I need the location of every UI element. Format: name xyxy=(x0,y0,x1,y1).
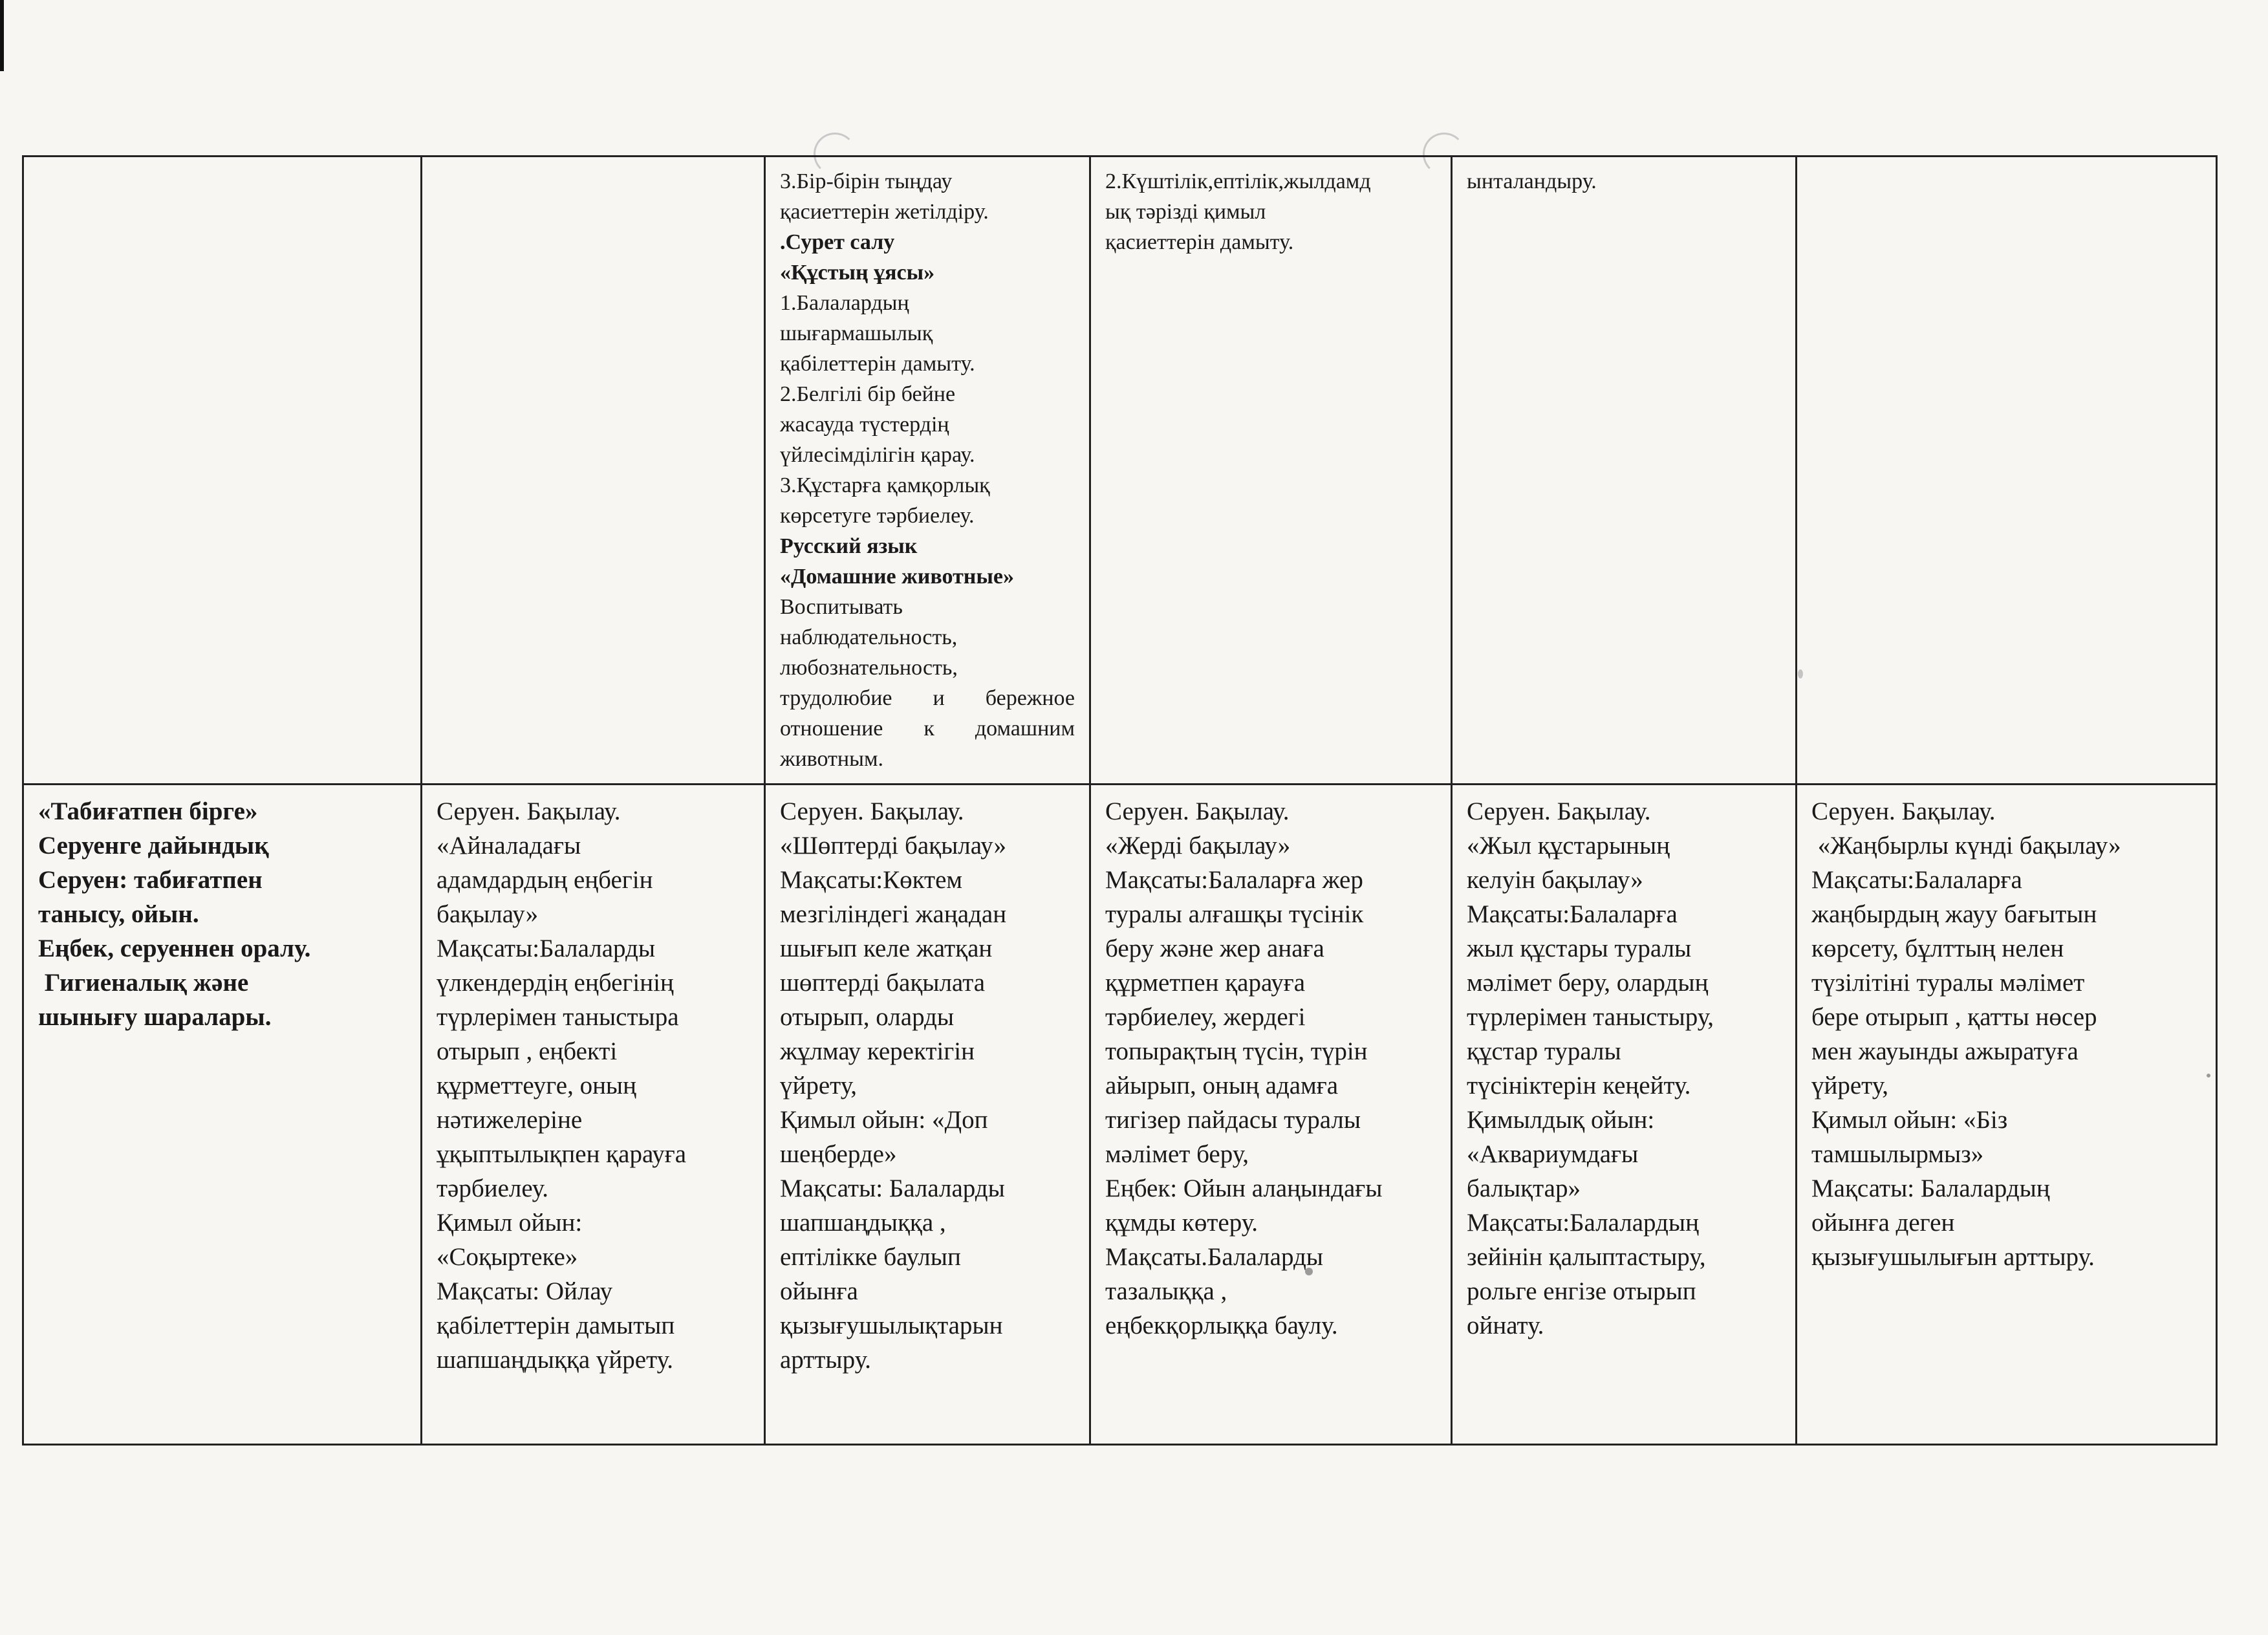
text-line: «Жыл құстарының xyxy=(1467,832,1670,860)
text-line: тамшылырмыз» xyxy=(1811,1140,1984,1168)
section-title-line: шынығу шаралары. xyxy=(38,1003,272,1031)
text-line: арттыру. xyxy=(780,1346,871,1374)
text-line: көрсету, бұлттың нелен xyxy=(1811,935,2064,962)
text-line: «Соқыртеке» xyxy=(437,1243,578,1271)
text-line: келуін бақылау» xyxy=(1467,866,1643,894)
cell-walk-monday xyxy=(422,785,765,1445)
cell-lessons-friday xyxy=(1452,157,1797,785)
text-line: қызығушылықтарын xyxy=(780,1312,1003,1339)
text-line: құмды көтеру. xyxy=(1105,1209,1258,1237)
text-line: зейінін қалыптастыру, xyxy=(1467,1243,1706,1271)
text-line: ық тәрізді қимыл xyxy=(1105,200,1266,224)
text-line: жыл құстары туралы xyxy=(1467,935,1692,962)
text-line: ынталандыру. xyxy=(1467,169,1597,193)
text-line: ойынға деген xyxy=(1811,1209,1955,1237)
text-line: балықтар» xyxy=(1467,1175,1581,1202)
text-line: шығармашылық xyxy=(780,321,933,345)
lesson-title: Русский язык xyxy=(780,534,918,558)
table-row-walk xyxy=(23,785,2217,1445)
table-row-lessons xyxy=(23,157,2217,785)
text-line: Қимылдық ойын: xyxy=(1467,1106,1655,1134)
text-line: ойнату. xyxy=(1467,1312,1544,1339)
text-line: Мақсаты: Балаларды xyxy=(780,1175,1005,1202)
text-line: «Айналадағы xyxy=(437,832,581,860)
text-line: Серуен. Бақылау. xyxy=(1467,797,1651,825)
lesson-topic: «Домашние животные» xyxy=(780,565,1014,589)
text-line: көрсетуге тәрбиелеу. xyxy=(780,504,975,528)
text-line: шапшаңдыққа үйрету. xyxy=(437,1346,673,1374)
text-line: тазалыққа , xyxy=(1105,1277,1227,1305)
text-line: түзілітіні туралы мәлімет xyxy=(1811,969,2085,997)
text-line: отырып, оларды xyxy=(780,1003,955,1031)
cell-section-title xyxy=(23,785,422,1445)
text-line: түрлерімен таныстыра xyxy=(437,1003,679,1031)
text-line: рольге енгізе отырып xyxy=(1467,1277,1696,1305)
text-line: құрметпен қарауға xyxy=(1105,969,1306,997)
cell-lessons-wednesday xyxy=(765,157,1090,785)
text-line: Мақсаты: Балалардың xyxy=(1811,1175,2050,1202)
text-line: 1.Балалардың xyxy=(780,291,909,315)
text-line: отношение к домашним xyxy=(780,717,1075,741)
cell-empty xyxy=(422,157,765,785)
text-line: любознательность, xyxy=(780,656,958,680)
cell-lessons-thursday xyxy=(1090,157,1452,785)
text-line: қасиеттерін жетілдіру. xyxy=(780,200,989,224)
text-line: қызығушылығын арттыру. xyxy=(1811,1243,2095,1271)
section-title-line: «Табиғатпен бірге» xyxy=(38,797,258,825)
text-line: мен жауынды ажыратуға xyxy=(1811,1037,2079,1065)
section-title-line: Серуен: табиғатпен xyxy=(38,866,263,894)
text-line: ұқыптылықпен қарауға xyxy=(437,1140,687,1168)
text-line: ептілікке баулып xyxy=(780,1243,961,1271)
text-line: бере отырып , қатты нөсер xyxy=(1811,1003,2097,1031)
text-line: Серуен. Бақылау. xyxy=(780,797,964,825)
text-line: еңбекқорлыққа баулу. xyxy=(1105,1312,1338,1339)
cell-walk-friday xyxy=(1452,785,1797,1445)
text-line: жаңбырдың жауу бағытын xyxy=(1811,900,2097,928)
text-line: «Шөптерді бақылау» xyxy=(780,832,1007,860)
text-line: Қимыл ойын: xyxy=(437,1209,583,1237)
text-line: Мақсаты:Балаларды xyxy=(437,935,656,962)
text-line: үйрету, xyxy=(780,1072,858,1099)
text-line: жұлмау керектігін xyxy=(780,1037,975,1065)
text-line: беру және жер анаға xyxy=(1105,935,1324,962)
text-line: ойынға xyxy=(780,1277,858,1305)
text-line: қабілеттерін дамыту. xyxy=(780,352,975,376)
text-line: қабілеттерін дамытып xyxy=(437,1312,675,1339)
text-line: бақылау» xyxy=(437,900,539,928)
text-line: «Аквариумдағы xyxy=(1467,1140,1639,1168)
text-line: мәлімет беру, олардың xyxy=(1467,969,1709,997)
section-title-line: Еңбек, серуеннен оралу. xyxy=(38,935,311,962)
scan-edge-mark xyxy=(0,0,4,71)
text-line: қасиеттерін дамыту. xyxy=(1105,230,1294,254)
text-line: 2.Белгілі бір бейне xyxy=(780,382,956,406)
lesson-title: .Сурет салу xyxy=(780,230,895,254)
text-line: Мақсаты:Балаларға xyxy=(1811,866,2022,894)
text-line: Мақсаты.Балаларды xyxy=(1105,1243,1323,1271)
weekly-plan-table xyxy=(22,155,2218,1446)
text-line: мәлімет беру, xyxy=(1105,1140,1249,1168)
cell-walk-extra xyxy=(1797,785,2217,1445)
cell-empty xyxy=(23,157,422,785)
cell-walk-wednesday xyxy=(765,785,1090,1445)
text-line: мезгіліндегі жаңадан xyxy=(780,900,1007,928)
text-line: тәрбиелеу. xyxy=(437,1175,549,1202)
section-title-line: Серуенге дайындық xyxy=(38,832,269,860)
text-line: Мақсаты:Көктем xyxy=(780,866,963,894)
text-line: құстар туралы xyxy=(1467,1037,1621,1065)
text-line: Воспитывать xyxy=(780,595,903,619)
text-line: Қимыл ойын: «Біз xyxy=(1811,1106,2008,1134)
text-line: шөптерді бақылата xyxy=(780,969,986,997)
text-line: Серуен. Бақылау. xyxy=(1105,797,1290,825)
text-line: жасауда түстердің xyxy=(780,413,949,437)
text-line: айырып, оның адамға xyxy=(1105,1072,1339,1099)
text-line: трудолюбие и бережное xyxy=(780,686,1075,710)
text-line: түрлерімен таныстыру, xyxy=(1467,1003,1714,1031)
text-line: Мақсаты: Ойлау xyxy=(437,1277,613,1305)
text-line: 3.Бір-бірін тыңдау xyxy=(780,169,953,193)
section-title-line: Гигиеналық және xyxy=(38,969,249,997)
cell-walk-thursday xyxy=(1090,785,1452,1445)
text-line: Мақсаты:Балалардың xyxy=(1467,1209,1699,1237)
text-line: үйлесімділігін қарау. xyxy=(780,443,975,467)
text-line: тигізер пайдасы туралы xyxy=(1105,1106,1361,1134)
lesson-topic: «Құстың ұясы» xyxy=(780,261,935,285)
text-line: түсініктерін кеңейту. xyxy=(1467,1072,1691,1099)
text-line: «Жаңбырлы күнді бақылау» xyxy=(1811,832,2121,860)
text-line: 3.Құстарға қамқорлық xyxy=(780,473,990,497)
text-line: «Жерді бақылау» xyxy=(1105,832,1291,860)
text-line: животным. xyxy=(780,747,883,771)
text-line: адамдардың еңбегін xyxy=(437,866,653,894)
section-title-line: танысу, ойын. xyxy=(38,900,199,928)
text-line: құрметтеуге, оның xyxy=(437,1072,637,1099)
text-line: Қимыл ойын: «Доп xyxy=(780,1106,988,1134)
text-line: үлкендердің еңбегінің xyxy=(437,969,674,997)
text-line: шығып келе жатқан xyxy=(780,935,993,962)
text-line: Мақсаты:Балаларға xyxy=(1467,900,1678,928)
text-line: шапшаңдыққа , xyxy=(780,1209,946,1237)
text-line: нәтижелеріне xyxy=(437,1106,583,1134)
text-line: Серуен. Бақылау. xyxy=(437,797,621,825)
cell-empty xyxy=(1797,157,2217,785)
text-line: 2.Күштілік,ептілік,жылдамд xyxy=(1105,169,1371,193)
text-line: Серуен. Бақылау. xyxy=(1811,797,1996,825)
text-line: туралы алғашқы түсінік xyxy=(1105,900,1364,928)
text-line: шеңберде» xyxy=(780,1140,897,1168)
text-line: тәрбиелеу, жердегі xyxy=(1105,1003,1306,1031)
text-line: отырып , еңбекті xyxy=(437,1037,618,1065)
text-line: үйрету, xyxy=(1811,1072,1889,1099)
text-line: топырақтың түсін, түрін xyxy=(1105,1037,1368,1065)
text-line: наблюдательность, xyxy=(780,625,958,649)
text-line: Мақсаты:Балаларға жер xyxy=(1105,866,1363,894)
text-line: Еңбек: Ойын алаңындағы xyxy=(1105,1175,1383,1202)
